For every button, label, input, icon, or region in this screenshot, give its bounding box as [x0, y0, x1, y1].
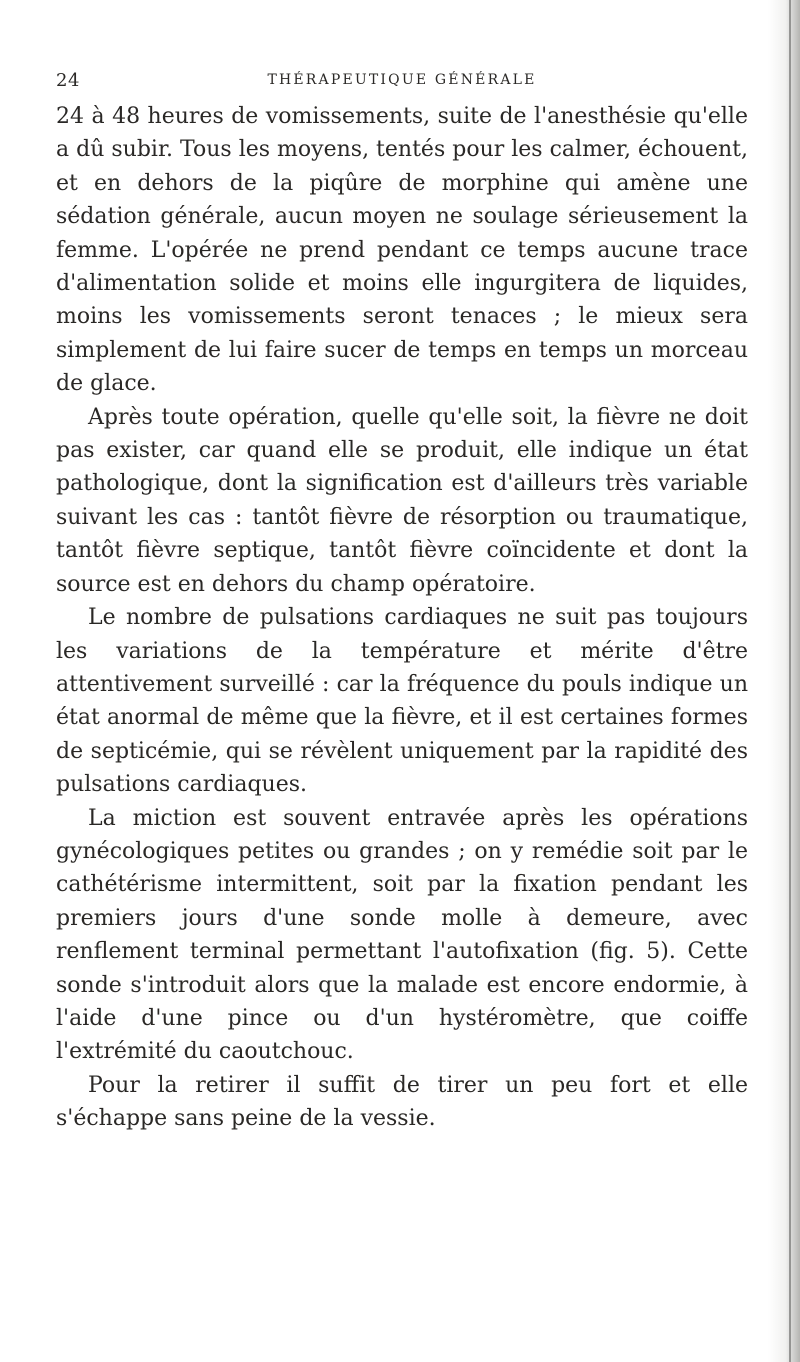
paragraph-miction: La miction est souvent entravée après les opérations gynécologiques petites ou grandes ; on y remédie soit par le cathétérisme intermittent, soit par la fixation pendant les premiers jours d'une sonde molle à demeure, avec renflement terminal permettant l'autofixation (fig. 5). Cette sonde s'introduit alors que la malade est encore endormie, à l'aide d'une pince ou d'un hystéromètre, que coiffe l'extrémité du caoutchouc. — [56, 805, 748, 1065]
paragraph-pulse: Le nombre de pulsations cardiaques ne suit pas toujours les variations de la température et mérite d'être attentivement surveillé : car la fréquence du pouls indique un état anormal de même que la fièvre, et il est certaines formes de septicémie, qui se révèlent uniquement par la rapidité des pulsations cardiaques. — [56, 605, 748, 798]
page-header — [56, 70, 748, 96]
paragraph-fever: Après toute opération, quelle qu'elle soit, la fièvre ne doit pas exister, car quand elle se produit, elle indique un état pathologique, dont la signification est d'ailleurs très variable suivant les cas : tantôt fièvre de résorption ou traumatique, tantôt fièvre septique, tantôt fièvre coïncidente et dont la source est en dehors du champ opératoire. — [56, 404, 748, 597]
body-text — [56, 100, 748, 1136]
page-number: 24 — [56, 70, 80, 91]
binding-edge-line — [789, 0, 791, 1362]
paragraph-catheter-removal: Pour la retirer il suffit de tirer un peu fort et elle s'échappe sans peine de la vessie. — [56, 1072, 748, 1132]
running-head: THÉRAPEUTIQUE GÉNÉRALE — [267, 72, 537, 88]
binding-edge-shadow — [768, 0, 800, 1362]
paragraph-anesthesia-vomiting: 24 à 48 heures de vomissements, suite de l'anesthésie qu'elle a dû subir. Tous les moyens, tentés pour les calmer, échouent, et en dehors de la piqûre de morphine qui amène une sédation générale, aucun moyen ne soulage sérieusement la femme. L'opérée ne prend pendant ce temps aucune trace d'alimentation solide et moins elle ingurgitera de liquides, moins les vomissements seront tenaces ; le mieux sera simplement de lui faire sucer de temps en temps un morceau de glace. — [56, 104, 748, 397]
